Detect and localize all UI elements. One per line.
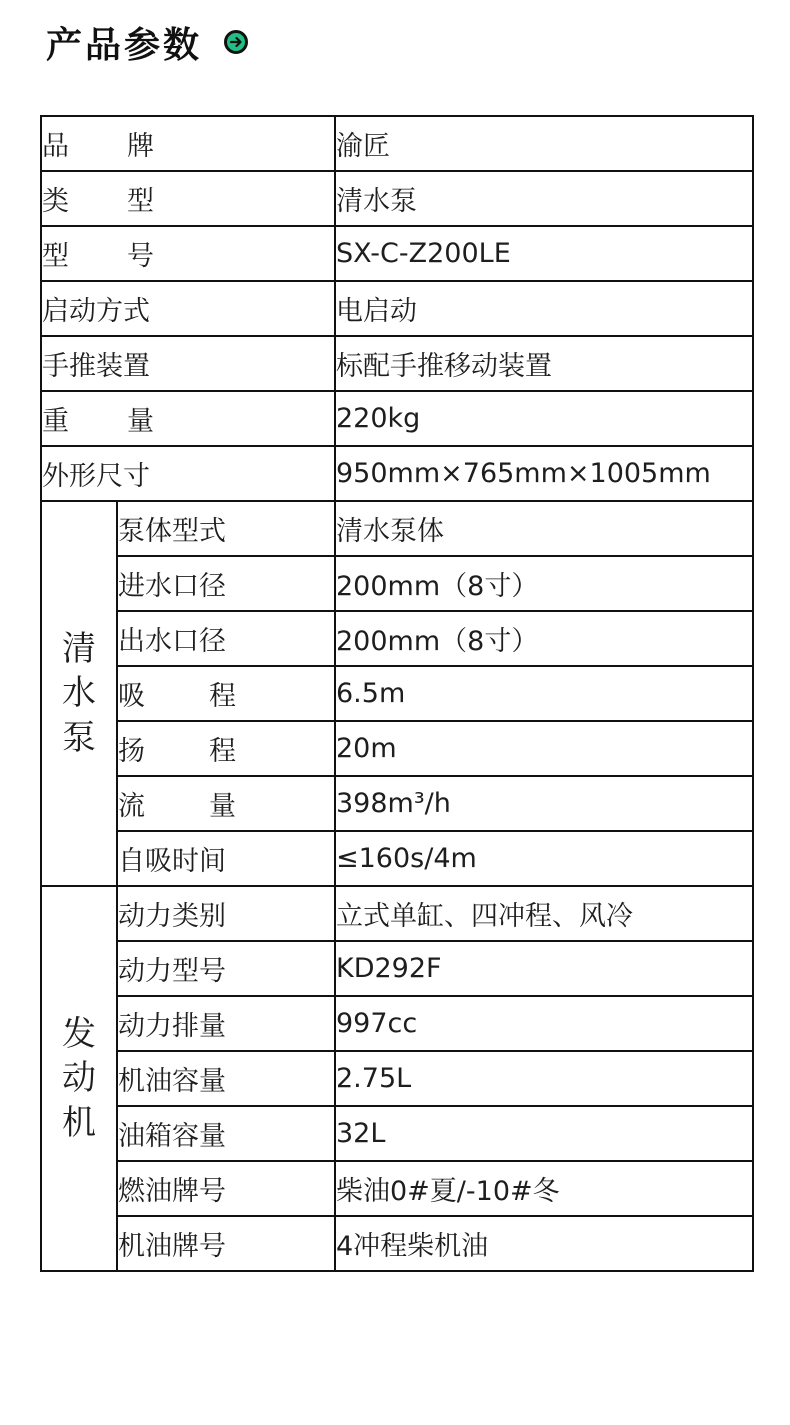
spec-label: 启动方式 — [42, 296, 150, 327]
spec-label-cell — [117, 831, 335, 886]
table-row — [41, 336, 753, 391]
table-row — [41, 611, 753, 666]
spec-value-cell — [335, 556, 753, 611]
spec-label-cell — [41, 391, 335, 446]
spec-value: 200mm（8寸） — [336, 571, 539, 602]
spec-value-cell — [335, 171, 753, 226]
table-row — [41, 1161, 753, 1216]
spec-label-cell — [41, 226, 335, 281]
spec-label: 手推装置 — [42, 351, 150, 382]
table-row — [41, 1216, 753, 1271]
spec-value-cell — [335, 941, 753, 996]
spec-label-cell — [117, 1106, 335, 1161]
spec-value: 6.5m — [336, 678, 406, 709]
spec-value-cell — [335, 226, 753, 281]
spec-label-cell — [117, 886, 335, 941]
spec-label-char: 型 — [42, 241, 69, 272]
spec-value: 清水泵体 — [336, 516, 444, 547]
spec-value: 950mm×765mm×1005mm — [336, 458, 711, 489]
spec-label-cell — [117, 1051, 335, 1106]
group-label-char: 水 — [62, 673, 96, 714]
group-label-char: 机 — [62, 1102, 96, 1143]
spec-value: 220kg — [336, 403, 421, 434]
spec-value-cell — [335, 501, 753, 556]
spec-label: 机油牌号 — [118, 1231, 226, 1262]
spec-value: 清水泵 — [336, 186, 417, 217]
spec-label-char: 程 — [209, 681, 236, 712]
spec-label-char: 扬 — [118, 736, 145, 767]
table-row — [41, 831, 753, 886]
spec-label — [42, 179, 154, 218]
page-title: 产品参数 — [46, 24, 203, 66]
spec-label-cell — [117, 501, 335, 556]
spec-value-cell — [335, 611, 753, 666]
spec-value-cell — [335, 886, 753, 941]
spec-value: 标配手推移动装置 — [336, 351, 552, 382]
spec-label: 出水口径 — [118, 626, 226, 657]
spec-value: 20m — [336, 733, 397, 764]
arrow-right-circle-icon — [224, 30, 248, 54]
spec-label-cell — [41, 281, 335, 336]
table-row — [41, 171, 753, 226]
spec-value-cell — [335, 336, 753, 391]
spec-label — [118, 674, 236, 713]
table-row — [41, 721, 753, 776]
table-row — [41, 446, 753, 501]
spec-label-cell — [117, 611, 335, 666]
spec-value-cell — [335, 1051, 753, 1106]
engine-group-cell — [41, 886, 117, 1271]
spec-label: 油箱容量 — [118, 1121, 226, 1152]
spec-value-cell — [335, 776, 753, 831]
section-header — [46, 14, 248, 70]
spec-value-cell — [335, 1161, 753, 1216]
spec-label — [42, 124, 154, 163]
spec-label-char: 品 — [42, 131, 69, 162]
group-label-char: 泵 — [62, 717, 96, 758]
pump-group-cell — [41, 501, 117, 886]
spec-label-cell — [117, 721, 335, 776]
spec-label-cell — [117, 1161, 335, 1216]
spec-label-char: 流 — [118, 791, 145, 822]
spec-value: 997cc — [336, 1008, 418, 1039]
table-row — [41, 556, 753, 611]
table-row — [41, 941, 753, 996]
spec-label-cell — [117, 996, 335, 1051]
spec-value: 4冲程柴机油 — [336, 1231, 489, 1262]
spec-value: 渝匠 — [336, 131, 390, 162]
spec-value: 立式单缸、四冲程、风冷 — [336, 901, 633, 932]
table-row — [41, 1106, 753, 1161]
spec-label-cell — [117, 776, 335, 831]
spec-label — [42, 399, 154, 438]
spec-label-cell — [117, 941, 335, 996]
spec-value: KD292F — [336, 953, 442, 984]
table-row — [41, 1051, 753, 1106]
spec-value: 柴油0#夏/-10#冬 — [336, 1176, 560, 1207]
spec-value: 32L — [336, 1118, 386, 1149]
spec-label-cell — [41, 171, 335, 226]
spec-value: ≤160s/4m — [336, 843, 477, 874]
spec-label: 机油容量 — [118, 1066, 226, 1097]
spec-value: SX-C-Z200LE — [336, 238, 511, 269]
spec-table — [40, 115, 754, 1272]
spec-value-cell — [335, 281, 753, 336]
spec-value-cell — [335, 116, 753, 171]
spec-label-char: 程 — [209, 736, 236, 767]
spec-value: 200mm（8寸） — [336, 626, 539, 657]
spec-label-char: 型 — [127, 186, 154, 217]
spec-label: 动力排量 — [118, 1011, 226, 1042]
spec-value-cell — [335, 721, 753, 776]
spec-label: 动力类别 — [118, 901, 226, 932]
spec-label: 进水口径 — [118, 571, 226, 602]
spec-value-cell — [335, 996, 753, 1051]
spec-label-cell — [117, 666, 335, 721]
spec-value-cell — [335, 1106, 753, 1161]
group-label-char: 发 — [62, 1014, 96, 1055]
spec-value: 电启动 — [336, 296, 417, 327]
spec-label: 外形尺寸 — [42, 461, 150, 492]
table-row — [41, 666, 753, 721]
spec-label — [42, 234, 154, 273]
group-label-char: 动 — [62, 1058, 96, 1099]
spec-label: 燃油牌号 — [118, 1176, 226, 1207]
table-row — [41, 996, 753, 1051]
spec-label: 自吸时间 — [118, 846, 226, 877]
table-row — [41, 501, 753, 556]
table-row — [41, 281, 753, 336]
spec-label-cell — [41, 446, 335, 501]
table-row — [41, 391, 753, 446]
spec-label-char: 号 — [127, 241, 154, 272]
spec-label-char: 类 — [42, 186, 69, 217]
spec-label — [118, 784, 236, 823]
spec-label-char: 吸 — [118, 681, 145, 712]
spec-value-cell — [335, 831, 753, 886]
table-row — [41, 776, 753, 831]
engine-group-label — [59, 1012, 99, 1145]
spec-label-cell — [41, 116, 335, 171]
pump-group-label — [59, 627, 99, 760]
spec-label-char: 量 — [209, 791, 236, 822]
table-row — [41, 116, 753, 171]
spec-label-char: 量 — [127, 406, 154, 437]
spec-label-cell — [117, 1216, 335, 1271]
spec-value-cell — [335, 391, 753, 446]
spec-value-cell — [335, 666, 753, 721]
spec-label: 动力型号 — [118, 956, 226, 987]
spec-label-cell — [41, 336, 335, 391]
spec-value-cell — [335, 446, 753, 501]
spec-value: 398m³/h — [336, 788, 451, 819]
spec-label-char: 牌 — [127, 131, 154, 162]
spec-value-cell — [335, 1216, 753, 1271]
spec-value: 2.75L — [336, 1063, 412, 1094]
spec-label: 泵体型式 — [118, 516, 226, 547]
table-row — [41, 886, 753, 941]
group-label-char: 清 — [62, 629, 96, 670]
spec-label-char: 重 — [42, 406, 69, 437]
table-row — [41, 226, 753, 281]
spec-label-cell — [117, 556, 335, 611]
spec-label — [118, 729, 236, 768]
